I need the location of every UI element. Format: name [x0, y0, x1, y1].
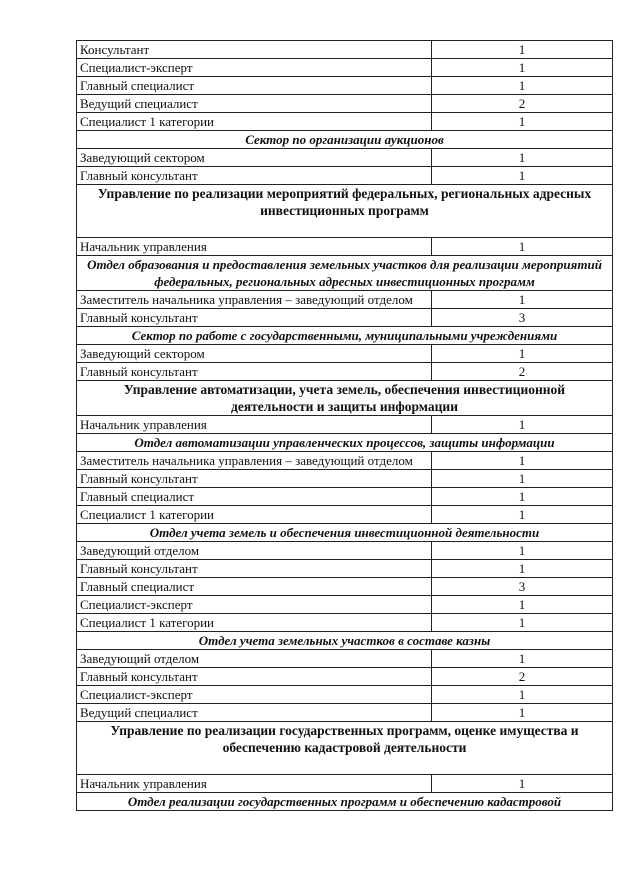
section-header-row: [77, 327, 613, 345]
position-count: 3: [432, 309, 613, 327]
position-row: [77, 59, 613, 77]
position-row: [77, 650, 613, 668]
position-row: [77, 167, 613, 185]
position-row: [77, 488, 613, 506]
position-name: Специалист 1 категории: [77, 614, 432, 632]
position-row: [77, 614, 613, 632]
position-count: 3: [432, 578, 613, 596]
section-header-row: [77, 131, 613, 149]
section-title: Отдел реализации государственных программ и обеспечению кадастровой: [77, 793, 613, 811]
position-row: [77, 113, 613, 131]
position-name: Начальник управления: [77, 416, 432, 434]
position-row: [77, 686, 613, 704]
position-name: Заведующий сектором: [77, 149, 432, 167]
position-name: Главный консультант: [77, 167, 432, 185]
position-name: Главный консультант: [77, 309, 432, 327]
position-count: 1: [432, 416, 613, 434]
position-name: Специалист-эксперт: [77, 59, 432, 77]
position-row: [77, 596, 613, 614]
position-name: Главный специалист: [77, 77, 432, 95]
position-row: [77, 309, 613, 327]
staff-table: [76, 40, 613, 811]
position-name: Специалист-эксперт: [77, 596, 432, 614]
position-count: 1: [432, 452, 613, 470]
position-count: 1: [432, 704, 613, 722]
position-name: Заведующий сектором: [77, 345, 432, 363]
section-title: Отдел образования и предоставления земельных участков для реализации мероприятий федеральных, региональных адресных инвестиционных программ: [77, 256, 613, 291]
position-count: 1: [432, 291, 613, 309]
staff-table-body: [77, 41, 613, 811]
position-count: 1: [432, 113, 613, 131]
section-title: Отдел автоматизации управленческих процессов, защиты информации: [77, 434, 613, 452]
position-count: 2: [432, 668, 613, 686]
position-count: 1: [432, 41, 613, 59]
position-row: [77, 452, 613, 470]
position-count: 1: [432, 560, 613, 578]
position-name: Консультант: [77, 41, 432, 59]
department-header-row: [77, 381, 613, 416]
department-header-row: [77, 722, 613, 775]
position-count: 1: [432, 77, 613, 95]
position-count: 1: [432, 345, 613, 363]
position-name: Заведующий отделом: [77, 542, 432, 560]
position-name: Заведующий отделом: [77, 650, 432, 668]
position-row: [77, 506, 613, 524]
position-name: Начальник управления: [77, 238, 432, 256]
position-count: 1: [432, 488, 613, 506]
position-count: 2: [432, 95, 613, 113]
position-row: [77, 704, 613, 722]
position-row: [77, 560, 613, 578]
position-name: Ведущий специалист: [77, 95, 432, 113]
position-row: [77, 77, 613, 95]
position-name: Начальник управления: [77, 775, 432, 793]
position-count: 1: [432, 149, 613, 167]
position-count: 1: [432, 506, 613, 524]
position-name: Главный консультант: [77, 668, 432, 686]
section-title: Сектор по работе с государственными, муниципальными учреждениями: [77, 327, 613, 345]
position-name: Главный специалист: [77, 578, 432, 596]
position-row: [77, 41, 613, 59]
section-header-row: [77, 434, 613, 452]
position-name: Специалист 1 категории: [77, 506, 432, 524]
position-count: 1: [432, 650, 613, 668]
position-count: 1: [432, 775, 613, 793]
position-row: [77, 149, 613, 167]
section-header-row: [77, 524, 613, 542]
position-name: Специалист-эксперт: [77, 686, 432, 704]
position-row: [77, 291, 613, 309]
section-title: Отдел учета земельных участков в составе казны: [77, 632, 613, 650]
section-header-row: [77, 793, 613, 811]
position-row: [77, 668, 613, 686]
position-name: Заместитель начальника управления – заведующий отделом: [77, 291, 432, 309]
position-row: [77, 775, 613, 793]
position-name: Специалист 1 категории: [77, 113, 432, 131]
position-count: 1: [432, 686, 613, 704]
position-count: 1: [432, 238, 613, 256]
position-name: Ведущий специалист: [77, 704, 432, 722]
section-title: Отдел учета земель и обеспечения инвестиционной деятельности: [77, 524, 613, 542]
position-row: [77, 542, 613, 560]
position-count: 1: [432, 167, 613, 185]
position-count: 1: [432, 470, 613, 488]
section-title: Сектор по организации аукционов: [77, 131, 613, 149]
position-name: Заместитель начальника управления – заведующий отделом: [77, 452, 432, 470]
position-row: [77, 238, 613, 256]
position-count: 1: [432, 59, 613, 77]
position-row: [77, 363, 613, 381]
department-header-row: [77, 185, 613, 238]
position-name: Главный специалист: [77, 488, 432, 506]
section-header-row: [77, 256, 613, 291]
position-row: [77, 470, 613, 488]
section-header-row: [77, 632, 613, 650]
position-count: 2: [432, 363, 613, 381]
department-title: Управление автоматизации, учета земель, обеспечения инвестиционной деятельности и защиты информации: [77, 381, 613, 416]
position-row: [77, 345, 613, 363]
position-count: 1: [432, 614, 613, 632]
position-row: [77, 578, 613, 596]
position-row: [77, 416, 613, 434]
department-title: Управление по реализации государственных программ, оценке имущества и обеспечению кадастровой деятельности: [77, 722, 613, 775]
position-name: Главный консультант: [77, 470, 432, 488]
position-name: Главный консультант: [77, 363, 432, 381]
position-count: 1: [432, 542, 613, 560]
position-row: [77, 95, 613, 113]
department-title: Управление по реализации мероприятий федеральных, региональных адресных инвестиционных программ: [77, 185, 613, 238]
position-count: 1: [432, 596, 613, 614]
position-name: Главный консультант: [77, 560, 432, 578]
